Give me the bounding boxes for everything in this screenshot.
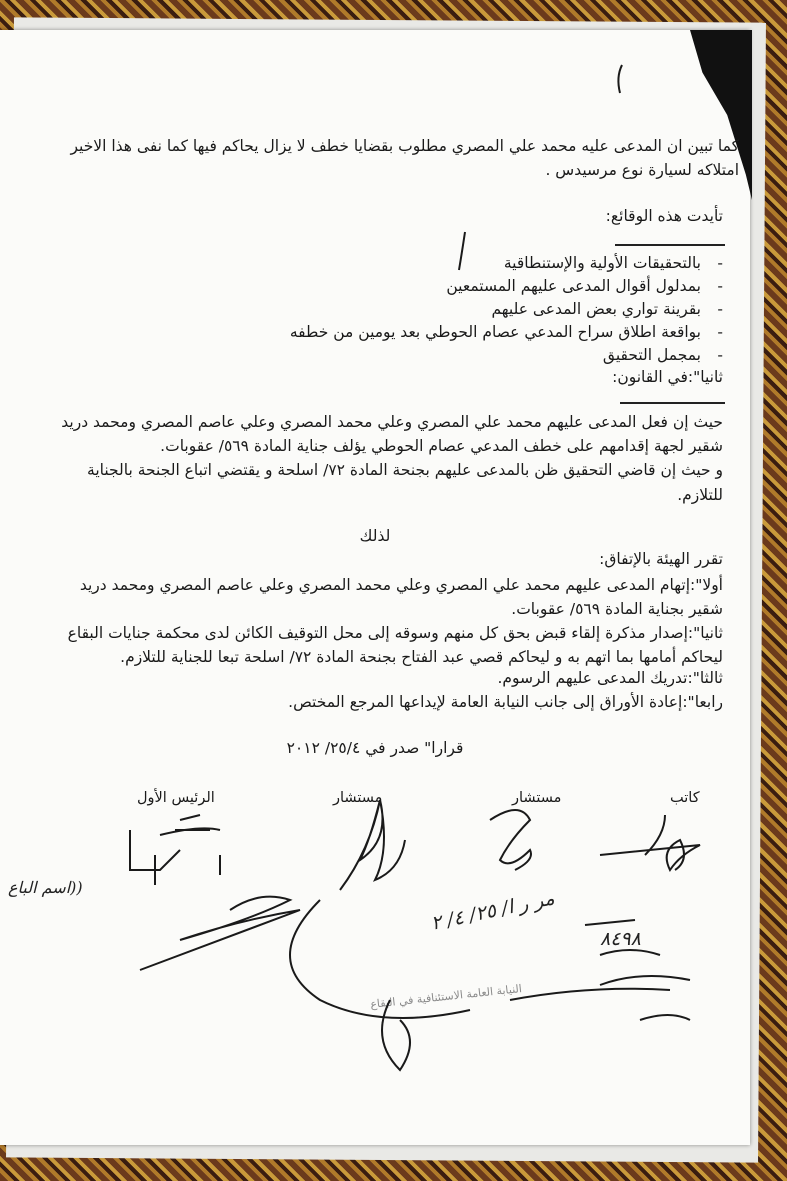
signatory-counselor-2: مستشار [512,790,562,806]
fact-item: - بواقعة اطلاق سراح المدعي عصام الحوطي بعد يومين من خطفه [290,323,701,341]
fact-item: - بالتحقيقات الأولية والإستنطاقية [504,254,701,272]
issue-date: قرارا" صدر في ٢٥/٤/ ٢٠١٢ [286,739,464,757]
decision-item: أولا":إتهام المدعى عليهم محمد علي المصري وعلي محمد المصري وعلي عاصم المصري ومحمد دريد شقير بجناية المادة ٥٦٩/ عقوبات. [79,576,723,618]
signatory-clerk: كاتب [670,790,700,806]
signature-stamp-loop [290,900,470,1070]
signatory-president: الرئيس الأول [137,790,215,806]
signatory-counselor-1: مستشار [333,790,383,806]
decision-item: رابعا":إعادة الأوراق إلى جانب النيابة العامة لإيداعها المرجع المختص. [288,693,723,711]
fact-item: - بمدلول أقوال المدعى عليهم المستمعين [446,277,701,295]
handwritten-date-note: مر ر ا/ ٢٥/ ٤/ ٢ [429,887,557,935]
signature-clerk [600,815,700,870]
handwritten-lines [510,950,690,1020]
law-heading: ثانيا":في القانون: [612,368,723,386]
signature-large [140,897,300,970]
stamp-text: النيابة العامة الاستئنافية في البقاع [369,982,523,1011]
decision-item: ثالثا":تدريك المدعى عليهم الرسوم. [497,669,723,687]
underline-mark [585,920,635,925]
intro-line-2: امتلاكه لسيارة نوع مرسيدس . [545,161,739,179]
signature-counselor-1 [340,800,405,890]
signature-counselor-2 [490,810,531,870]
pen-mark [618,65,622,93]
intro-line-1: كما تبين ان المدعى عليه محمد علي المصري مطلوب بقضايا خطف لا يزال يحاكم فيها كما نفى هذا الاخير [70,137,739,155]
handwritten-number: ٨٤٩٨ [600,928,641,950]
fact-item: - بقرينة تواري بعض المدعى عليهم [491,300,701,318]
decision-heading: تقرر الهيئة بالإتفاق: [599,550,723,568]
law-paragraph: حيث إن فعل المدعى عليهم محمد علي المصري وعلي محمد المصري وعلي عاصم المصري ومحمد دريد شقير لجهة إقدامهم على خطف المدعي عصام الحوطي يؤلف جناية المادة ٥٦٩/ عقوبات. [61,413,723,455]
signature-president [130,815,220,885]
therefore-heading: لذلك [359,527,391,545]
handwritten-left-note: ((اسم الباع [8,878,83,897]
law-paragraph: و حيث إن قاضي التحقيق ظن بالمدعى عليهم بجنحة المادة ٧٢/ اسلحة و يقتضي اتباع الجنحة بالجناية للتلازم. [87,461,723,504]
pen-mark [459,232,465,270]
facts-heading: تأيدت هذه الوقائع: [605,207,723,225]
decision-item: ثانيا":إصدار مذكرة إلقاء قبض بحق كل منهم وسوقه إلى محل التوقيف الكائن لدى محكمة جنايات البقاع ليحاكم أمامها بما اتهم به و ليحاكم قصي عبد الفتاح بجنحة المادة ٧٢/ اسلحة تبعا للجناية للتلازم. [67,624,723,666]
fact-item: - بمجمل التحقيق [603,346,701,364]
